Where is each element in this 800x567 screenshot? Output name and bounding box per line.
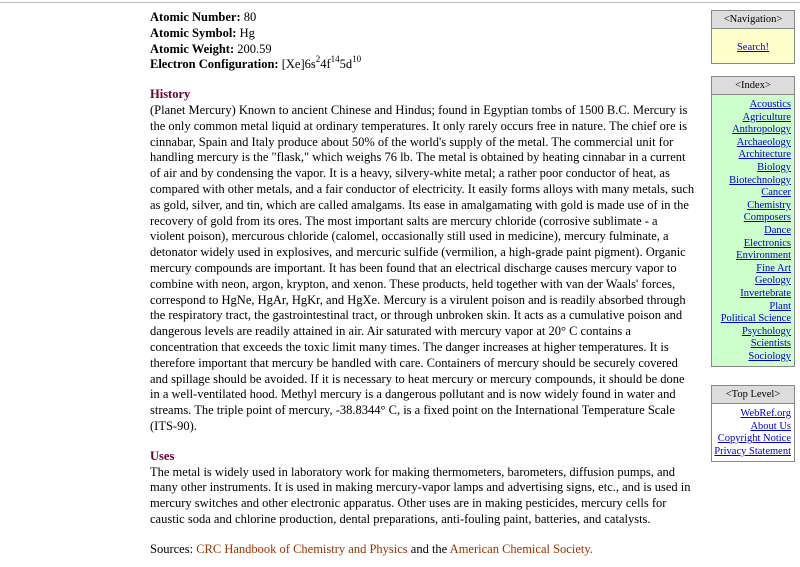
search-link[interactable]: Search! <box>736 42 770 53</box>
config-s: 6s <box>304 57 316 72</box>
acs-link[interactable]: American Chemical Society. <box>449 541 593 556</box>
index-list <box>712 95 794 366</box>
index-box <box>711 76 795 367</box>
index-item-link[interactable]: Political Science <box>720 313 791 325</box>
atomic-symbol-label: Atomic Symbol: <box>150 25 237 40</box>
index-header: <Index> <box>712 77 794 95</box>
index-item-link[interactable]: Anthropology <box>732 124 791 136</box>
history-heading: History <box>150 87 191 102</box>
sources-line <box>150 542 695 558</box>
atomic-weight-value: 200.59 <box>237 41 272 56</box>
atomic-number-value: 80 <box>243 10 257 24</box>
top-level-box <box>711 385 795 462</box>
atomic-number-label: Atomic Number: <box>150 10 241 24</box>
index-item-link[interactable]: Sociology <box>748 350 791 362</box>
index-item-link[interactable]: Fine Art <box>756 262 791 274</box>
history-text: (Planet Mercury) Known to ancient Chinese and Hindus; found in Egyptian tombs of 1500 B.C. Mercury is the only common metal liquid at ordinary temperatures. It only rarely occurs free in nature. The chief ore is cinnabar, Spain and Italy produce about 50% of the world's supply of the metal. The commercial unit for handling mercury is the "flask," which weighs 76 lb. The metal is obtained by heating cinnabar in a current of air and by condensing the vapor. It is a heavy, silvery-white metal; a rather poor conductor of heat, as compared with other metals, and a fair conductor of electricity. It easily forms alloys with many metals, such as gold, silver, and tin, which are called amalgams. Its ease in amalgamating with gold is made use of in the recovery of gold from its ores. The most important salts are mercury chloride (corrosive sublimate - a violent poison), mercurous chloride (calomel, occasionally still used in medicine), mercury fulminate, a detonator widely used in explosives, and mercuric sulfide (vermilion, a high-grade paint pigment). Organic mercury compounds are important. It has been found that an electrical discharge causes mercury vapor to combine with neon, argon, krypton, and xenon. These products, held together with van der Waals' forces, correspond to HgNe, HgAr, HgKr, and HgXe. Mercury is a virulent poison and is readily absorbed through the respiratory tract, the gastrointestinal tract, or through unbroken skin. It acts as a cumulative poison and dangerous levels are readily attained in air. Air saturated with mercury vapor at 20° C contains a concentration that exceeds the toxic limit many times. The danger increases at higher temperatures. It is therefore important that mercury be handled with care. Containers of mercury should be securely covered and spillage should be avoided. If it is necessary to heat mercury or mercury compounds, it should be done in a well-ventilated hood. Methyl mercury is a dangerous pollutant and is now widely found in water and streams. The triple point of mercury, -38.8344° C, is a fixed point on the International Temperature Scale (ITS-90). <box>150 102 695 433</box>
top-level-item-link[interactable]: Copyright Notice <box>717 433 791 445</box>
element-properties <box>150 10 695 73</box>
index-item-link[interactable]: Chemistry <box>747 199 791 211</box>
uses-text: The metal is widely used in laboratory work for making thermometers, barometers, diffusion pumps, and many other instruments. It is used in making mercury-vapor lamps and advertising signs, etc., and is used in mercury switches and other electronic apparatus. Other uses are in making pesticides, mercury cells for caustic soda and chlorine production, dental preparations, anti-fouling paint, batteries, and catalysts. <box>150 464 691 526</box>
index-item-link[interactable]: Biotechnology <box>729 174 791 186</box>
uses-heading: Uses <box>150 448 175 463</box>
config-s-exp: 2 <box>315 54 321 65</box>
atomic-number-row <box>150 10 695 26</box>
sources-middle: and the <box>410 541 448 556</box>
crc-handbook-link[interactable]: CRC Handbook of Chemistry and Physics <box>196 541 408 556</box>
index-item-link[interactable]: Composers <box>743 212 791 224</box>
config-d-exp: 10 <box>352 54 362 65</box>
atomic-symbol-row <box>150 26 695 42</box>
config-core: [Xe] <box>281 57 305 72</box>
electron-config-row <box>150 54 695 73</box>
top-level-list <box>712 404 794 461</box>
main-content <box>150 10 695 558</box>
index-item-link[interactable]: Invertebrate <box>740 287 791 299</box>
config-f: 4f <box>320 57 331 72</box>
top-level-header: <Top Level> <box>712 386 794 404</box>
index-item-link[interactable]: Geology <box>754 275 791 287</box>
index-item-link[interactable]: Archaeology <box>736 136 791 148</box>
index-item-link[interactable]: Biology <box>757 161 791 173</box>
atomic-symbol-value: Hg <box>239 25 255 40</box>
config-d: 5d <box>339 57 353 72</box>
index-item-link[interactable]: Agriculture <box>742 111 791 123</box>
index-item-link[interactable]: Environment <box>736 250 791 262</box>
atomic-weight-label: Atomic Weight: <box>150 41 235 56</box>
sources-label: Sources: <box>150 541 194 556</box>
navigation-header: <Navigation> <box>712 11 794 29</box>
config-f-exp: 14 <box>330 54 340 65</box>
top-level-item-link[interactable]: WebRef.org <box>740 408 791 419</box>
top-divider <box>0 0 800 3</box>
index-item-link[interactable]: Architecture <box>738 149 791 161</box>
atomic-weight-row <box>150 42 695 58</box>
index-item-link[interactable]: Scientists <box>750 338 791 350</box>
index-item-link[interactable]: Electronics <box>743 237 791 249</box>
electron-config-value <box>281 54 362 72</box>
navigation-box <box>711 10 795 64</box>
index-item-link[interactable]: Cancer <box>761 187 791 199</box>
index-item-link[interactable]: Acoustics <box>749 99 791 110</box>
index-item-link[interactable]: Psychology <box>741 325 791 337</box>
electron-config-label: Electron Configuration: <box>150 57 279 72</box>
top-level-item-link[interactable]: About Us <box>750 420 791 432</box>
index-item-link[interactable]: Dance <box>764 224 791 236</box>
index-item-link[interactable]: Plant <box>769 300 791 312</box>
top-level-item-link[interactable]: Privacy Statement <box>714 445 791 457</box>
